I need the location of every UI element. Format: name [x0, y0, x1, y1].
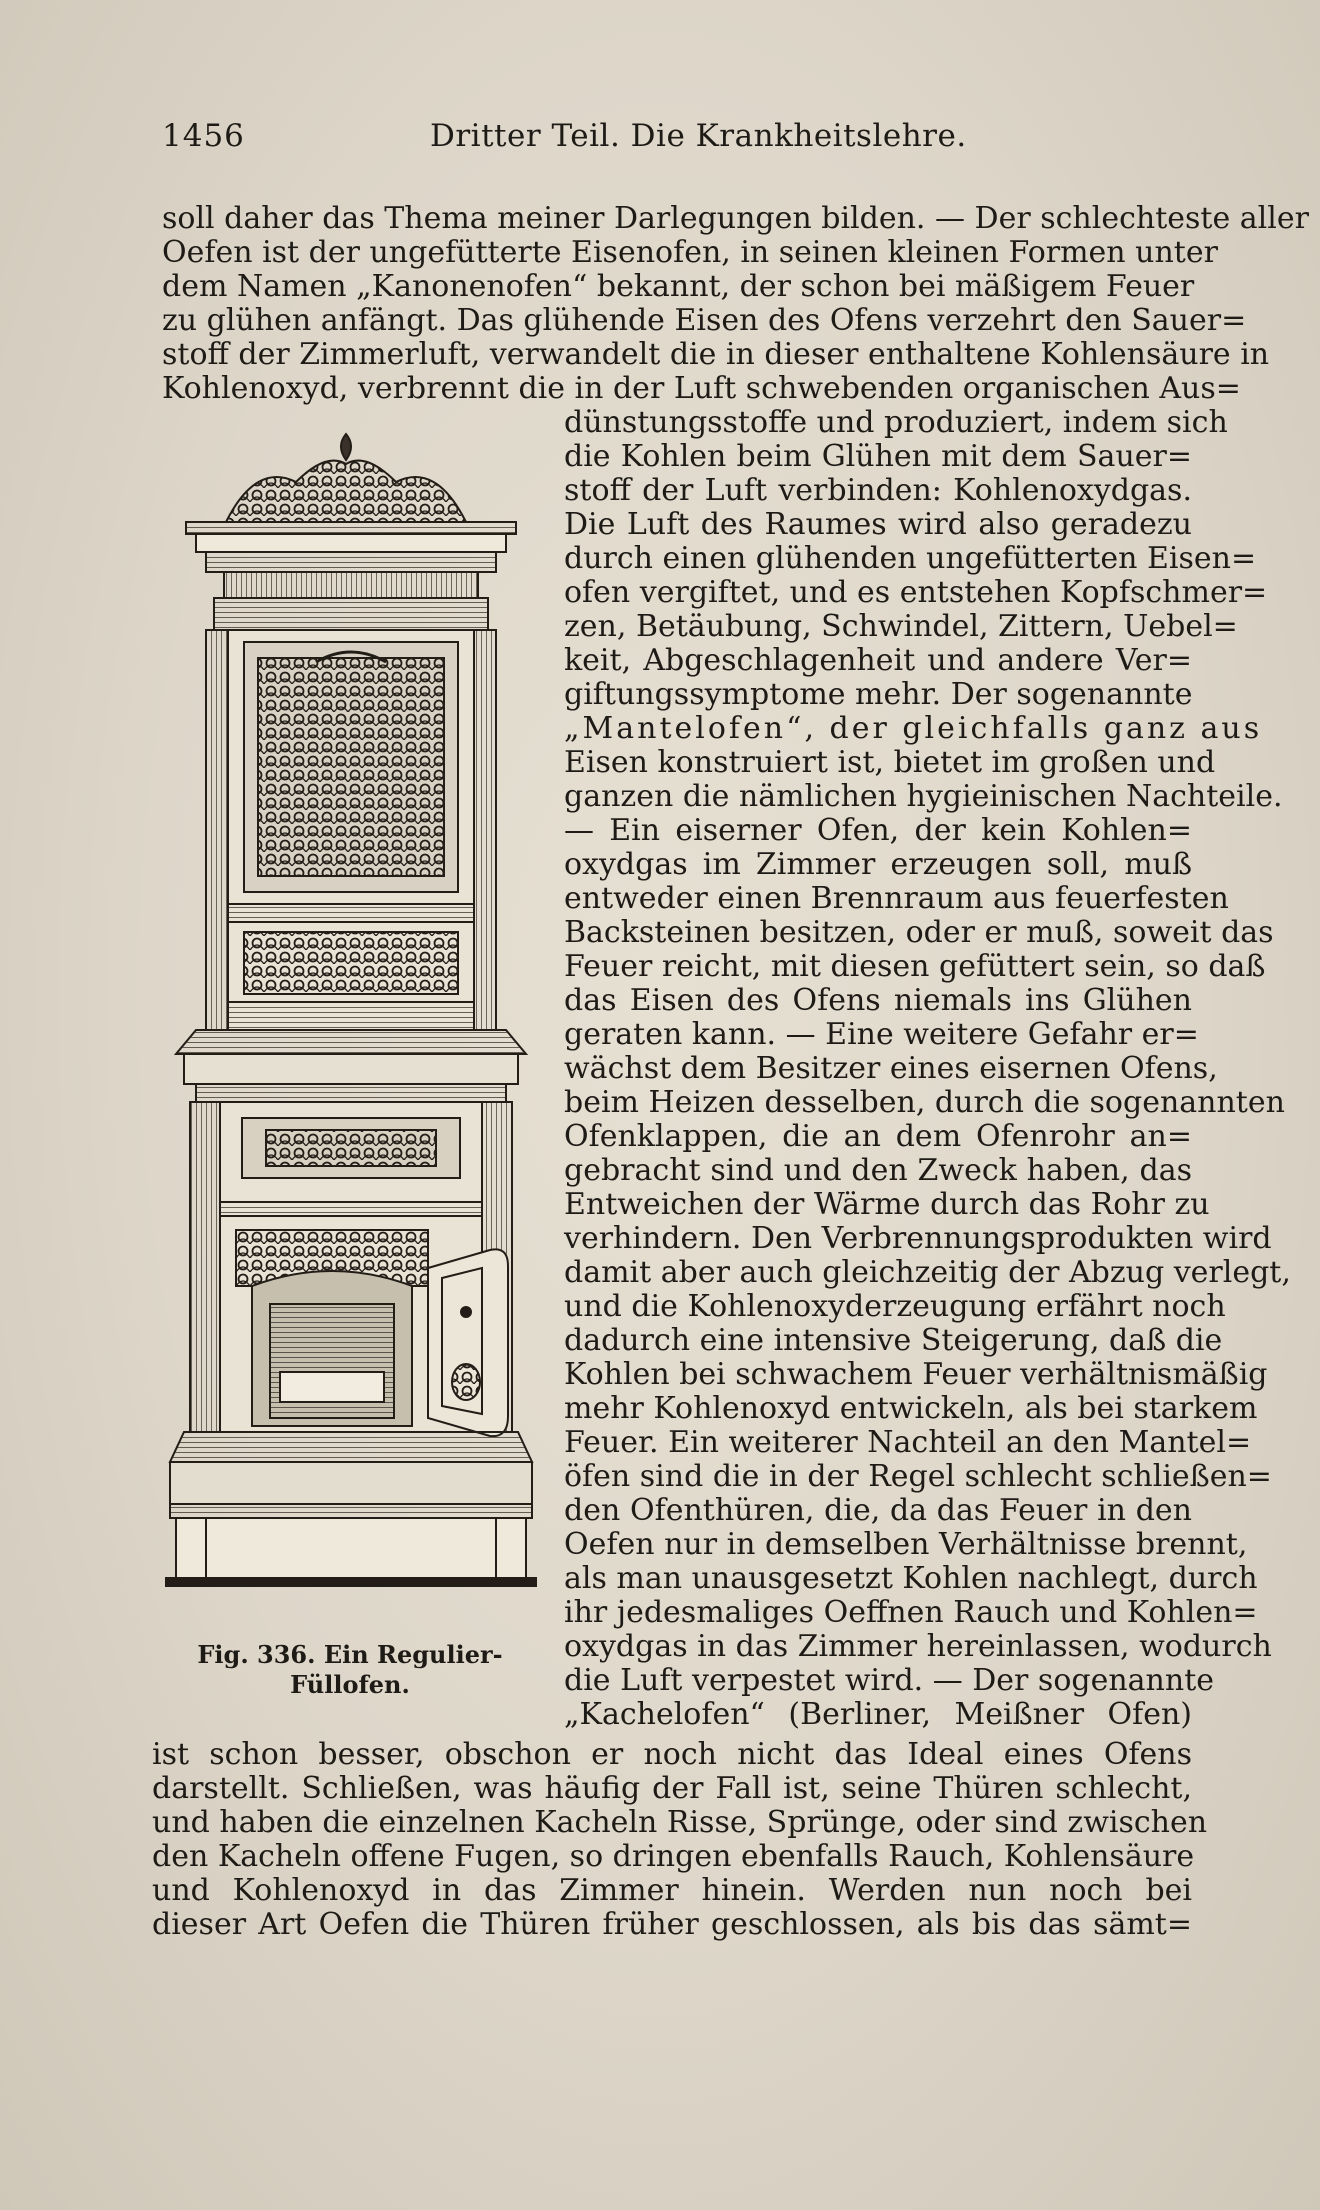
text-line: die Luft verpestet wird. — Der sogenannte	[564, 1663, 1215, 1698]
text-line: Oefen ist der ungefütterte Eisenofen, in seinen kleinen Formen unter	[162, 235, 1218, 270]
text-line: dadurch eine intensive Steigerung, daß die	[564, 1323, 1223, 1358]
text-line: Kohlen bei schwachem Feuer verhältnismäßig	[564, 1357, 1268, 1392]
text-line: zen, Betäubung, Schwindel, Zittern, Uebel=	[564, 609, 1238, 644]
page-header	[162, 118, 1192, 166]
text-line: Ofenklappen, die an dem Ofenrohr an=	[564, 1119, 1192, 1154]
text-line: und die Kohlenoxyderzeugung erfährt noch	[564, 1289, 1226, 1324]
text-line: ihr jedesmaliges Oeffnen Rauch und Kohlen=	[564, 1595, 1258, 1630]
text-line: den Ofenthüren, die, da das Feuer in den	[564, 1493, 1192, 1528]
text-line: stoff der Zimmerluft, verwandelt die in dieser enthaltene Kohlensäure in	[162, 337, 1270, 372]
text-line: das Eisen des Ofens niemals ins Glühen	[564, 983, 1192, 1018]
text-line: Die Luft des Raumes wird also geradezu	[564, 507, 1192, 542]
text-line: — Ein eiserner Ofen, der kein Kohlen=	[564, 813, 1192, 848]
text-line: und haben die einzelnen Kacheln Risse, Sprünge, oder sind zwischen	[152, 1805, 1208, 1840]
text-line: dem Namen „Kanonenofen“ bekannt, der schon bei mäßigem Feuer	[162, 269, 1195, 304]
text-line: öfen sind die in der Regel schlecht schließen=	[564, 1459, 1272, 1494]
text-line: keit, Abgeschlagenheit und andere Ver=	[564, 643, 1192, 678]
page-number: 1456	[162, 118, 245, 154]
text-line: ist schon besser, obschon er noch nicht das Ideal eines Ofens	[152, 1737, 1192, 1772]
text-line: durch einen glühenden ungefütterten Eisen=	[564, 541, 1257, 576]
caption-line: Fig. 336. Ein Regulier-	[197, 1640, 503, 1669]
text-line: stoff der Luft verbinden: Kohlenoxydgas.	[564, 473, 1192, 508]
text-line: mehr Kohlenoxyd entwickeln, als bei starkem	[564, 1391, 1258, 1426]
text-line: geraten kann. — Eine weitere Gefahr er=	[564, 1017, 1199, 1052]
text-line: und Kohlenoxyd in das Zimmer hinein. Werden nun noch bei	[152, 1873, 1192, 1908]
running-head: Dritter Teil. Die Krankheitslehre.	[430, 118, 967, 154]
text-line: „Kachelofen“ (Berliner, Meißner Ofen)	[564, 1697, 1192, 1732]
text-line: oxydgas in das Zimmer hereinlassen, wodurch	[564, 1629, 1272, 1664]
text-line: darstellt. Schließen, was häufig der Fall ist, seine Thüren schlecht,	[152, 1771, 1192, 1806]
stove-engraving	[166, 432, 536, 1602]
text-line: verhindern. Den Verbrennungsprodukten wird	[564, 1221, 1272, 1256]
text-line: giftungssymptome mehr. Der sogenannte	[564, 677, 1193, 712]
text-line: zu glühen anfängt. Das glühende Eisen des Ofens verzehrt den Sauer=	[162, 303, 1247, 338]
text-line: beim Heizen desselben, durch die sogenannten	[564, 1085, 1285, 1120]
text-line: gebracht sind und den Zweck haben, das	[564, 1153, 1192, 1188]
text-line: entweder einen Brennraum aus feuerfesten	[564, 881, 1229, 916]
text-line: soll daher das Thema meiner Darlegungen bilden. — Der schlechteste aller	[162, 201, 1309, 236]
text-line: „Mantelofen“, der gleichfalls ganz aus	[564, 711, 1263, 746]
text-line: ofen vergiftet, und es entstehen Kopfschmer=	[564, 575, 1268, 610]
text-line: dünstungsstoffe und produziert, indem sich	[564, 405, 1228, 440]
text-line: Feuer. Ein weiterer Nachteil an den Mantel=	[564, 1425, 1252, 1460]
text-line: oxydgas im Zimmer erzeugen soll, muß	[564, 847, 1192, 882]
text-line: Entweichen der Wärme durch das Rohr zu	[564, 1187, 1210, 1222]
stove-illustration	[166, 432, 536, 1602]
text-line: Oefen nur in demselben Verhältnisse brennt,	[564, 1527, 1248, 1562]
text-line: die Kohlen beim Glühen mit dem Sauer=	[564, 439, 1192, 474]
text-line: damit aber auch gleichzeitig der Abzug verlegt,	[564, 1255, 1291, 1290]
text-line: den Kacheln offene Fugen, so dringen ebenfalls Rauch, Kohlensäure	[152, 1839, 1195, 1874]
text-line: als man unausgesetzt Kohlen nachlegt, durch	[564, 1561, 1258, 1596]
text-line: ganzen die nämlichen hygieinischen Nachteile.	[564, 779, 1283, 814]
caption-line: Füllofen.	[290, 1670, 410, 1699]
figure-caption	[160, 1640, 540, 1700]
text-line: Kohlenoxyd, verbrennt die in der Luft schwebenden organischen Aus=	[162, 371, 1241, 406]
text-line: Eisen konstruiert ist, bietet im großen und	[564, 745, 1216, 780]
text-line: Backsteinen besitzen, oder er muß, soweit das	[564, 915, 1274, 950]
text-line: Feuer reicht, mit diesen gefüttert sein, so daß	[564, 949, 1266, 984]
text-line: dieser Art Oefen die Thüren früher geschlossen, als bis das sämt=	[152, 1907, 1192, 1942]
text-line: wächst dem Besitzer eines eisernen Ofens,	[564, 1051, 1218, 1086]
